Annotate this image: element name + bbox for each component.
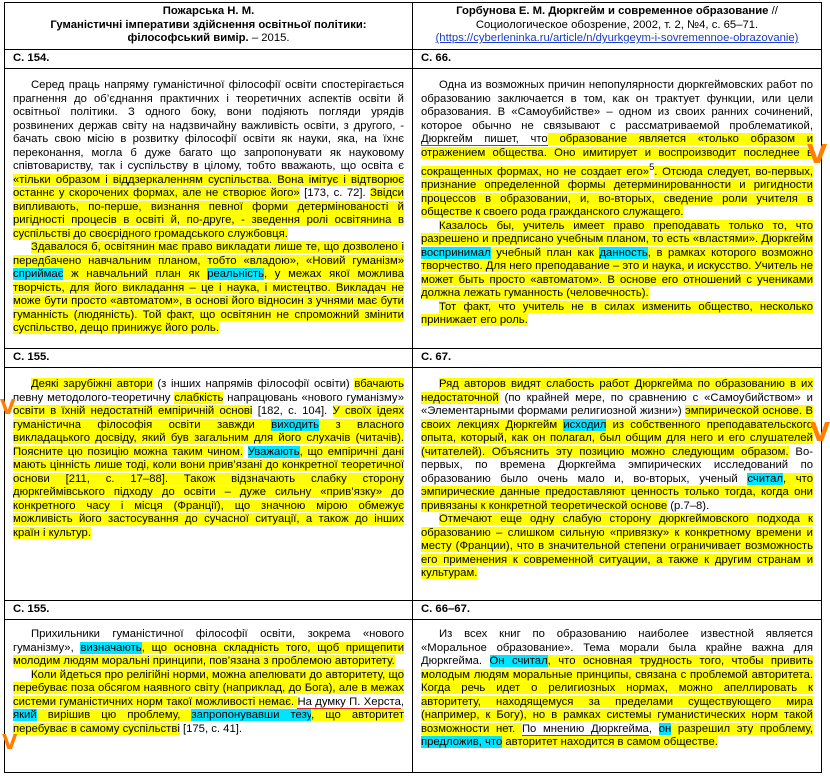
page-row-3 bbox=[5, 601, 822, 620]
highlight-yellow: Деякі зарубіжні bbox=[31, 378, 117, 390]
text-segment: Из всех книг по образованию наиболее известной является «Моральное образование». Тема морали была крайне важна для Дюркгейма. bbox=[421, 628, 813, 667]
left-author: Пожарська Н. М. bbox=[162, 5, 255, 17]
highlight-cyan: данность bbox=[599, 246, 648, 259]
text-row-2 bbox=[5, 368, 822, 601]
left-text-cell bbox=[5, 69, 413, 349]
text-segment: напрацювань «нового гуманізму» bbox=[223, 391, 404, 404]
highlight-yellow: образованию в их недостаточной bbox=[421, 378, 813, 404]
text-segment: , bbox=[400, 695, 404, 708]
highlight-cyan: визначають bbox=[80, 641, 142, 654]
text-segment: (р.7–8). bbox=[667, 499, 710, 512]
text-segment: (з інших напрямів філософії освіти) bbox=[152, 378, 355, 390]
highlight-yellow: слабкість bbox=[174, 391, 224, 404]
right-author: Горбунова Е. М. bbox=[456, 5, 546, 17]
highlight-yellow: Тот факт, что учитель не в силах изменить общество, несколько принижает его роль. bbox=[421, 300, 813, 327]
highlight-yellow: Ряд авторов видят слабость работ Дюркгейма по bbox=[439, 378, 716, 390]
highlight-yellow: освіти в їхній недостатній емпіричній основі bbox=[13, 405, 253, 417]
text-segment: [175, с. 41]. bbox=[179, 722, 242, 735]
text-segment: (по крайней мере, по сравнению с «Самоубийством» и «Элементарными формами религиозной жизни») bbox=[421, 391, 813, 417]
left-source-header bbox=[5, 3, 413, 50]
highlight-cyan: реальність bbox=[207, 268, 264, 280]
highlight-yellow: з власного викладацького досвіду, який був загальним для його слухачів (читачів). Поясните цю позицію можна таким чином. bbox=[13, 418, 404, 458]
left-page-ref: С. 155. bbox=[5, 601, 413, 620]
highlight-cyan: Он считал bbox=[489, 655, 548, 667]
highlight-yellow: , що емпіричні дані мають цінність лише тоді, коли вони прив’язані до конкретної теоретичної основи [211, с. 17–88]. Також відзначають слабку сторону дюркгеймівського підходу до освіти – дуже сильну «прив’язку» до конкретного часу і місця (Франції), що значною мірою обмежує можливість його застосування до сучасної ситуації, а також до інших країн і культур. bbox=[13, 445, 404, 539]
highlight-yellow: ж навчальний план як bbox=[63, 268, 208, 280]
check-mark-icon: V bbox=[810, 418, 830, 448]
highlight-yellow: , що основна складність того, щоб прищепити молодим людям моральні принципи, пов’язана з проблемою авторитету. bbox=[13, 641, 404, 667]
highlight-yellow: образование является «только образом и отражением общества. Оно имитирует и воспроизводит последнее в сокращенных формах, но не создает его» bbox=[421, 133, 813, 178]
highlight-cyan: он bbox=[658, 722, 672, 735]
highlight-cyan: воспринимал bbox=[421, 246, 491, 259]
text-segment: [173, с. 72]. bbox=[299, 187, 371, 199]
highlight-yellow: Казалось бы, учитель имеет право преподавать только то, что разрешено и предписано учебным планом, то есть «властями». Дюркгейм bbox=[421, 219, 813, 246]
right-page-ref: С. 66. bbox=[413, 50, 822, 69]
text-segment: , bbox=[648, 722, 659, 735]
header-row bbox=[5, 3, 822, 50]
highlight-yellow: , у межах якої можлива творчість, для його викладання – це і наука, і мистецтво. Викладач не може бути просто «автоматом», в основі його відносин з учнями має бути гуманність (людяність). Той факт, що освітянин не спроможний змінити суспільство, дещо принижує його роль. bbox=[13, 268, 404, 334]
highlight-yellow: , что эмпирические данные предоставляют ценность только тогда, когда они привязаны к конкретной теоретической основе bbox=[421, 472, 813, 512]
text-segment: Во-первых, по времена Дюркгейма эмпирических исследований по образованию было очень мало и, во-вторых, ученый bbox=[421, 445, 813, 485]
right-page-ref: С. 66–67. bbox=[413, 601, 822, 620]
highlight-yellow: , в рамках которого возможно творчество. Для него преподавание – это и наука, и искусство. Учитель не может быть просто «автоматом». В основе его отношений с учениками должна лежать гуманность (человечность). bbox=[421, 246, 814, 300]
highlight-yellow: разрешил эту проблему, bbox=[671, 722, 813, 735]
highlight-cyan: сприймає bbox=[13, 268, 64, 280]
highlight-cyan: предложив, что bbox=[421, 736, 503, 748]
right-text-cell bbox=[413, 368, 822, 601]
underline-red: Дюркгейм пишет, что bbox=[421, 133, 548, 145]
source-url-link[interactable]: (https://cyberleninka.ru/article/n/dyurkgeym-i-sovremennoe-obrazovanie) bbox=[435, 32, 799, 44]
highlight-yellow: У своїх ідеях гуманістична філософія освіти завжди bbox=[13, 405, 405, 431]
check-mark-icon: V bbox=[2, 730, 18, 754]
footnote-ref: 5 bbox=[649, 161, 655, 172]
highlight-yellow: «тільки образом і віддзеркаленням суспільства. Вона імітує і відтворює останнє у скорочених формах, але не створює його» bbox=[13, 173, 404, 199]
right-page-ref: С. 67. bbox=[413, 349, 822, 368]
check-mark-icon: V bbox=[807, 140, 828, 170]
right-title: Дюркгейм и современное образование bbox=[548, 5, 769, 17]
highlight-yellow: , що авторитет перебуває в самому суспільстві bbox=[13, 709, 404, 735]
left-text-cell bbox=[5, 368, 413, 601]
highlight-yellow: вирішив цю проблему, bbox=[36, 709, 192, 721]
highlight-yellow: Звідси випливають, по-перше, визнання певної форми детермінованості й ригідності процесів в освіті й, по-друге, - зведення ролі освітянина в суспільстві до своєрідного громадського службовця. bbox=[13, 187, 404, 240]
left-title: Гуманістичні імперативи здійснення освітньої політики: філософський вимір. bbox=[50, 18, 367, 44]
highlight-yellow: Здавалося б, освітянин має право викладати лише те, що дозволено і передбачено навчальним планом, тобто «владою», «Новий гуманізм» bbox=[13, 241, 404, 267]
highlight-yellow: эмпирической основе. В своих лекциях Дюркгейм bbox=[421, 405, 813, 431]
check-mark-icon: V bbox=[0, 395, 16, 419]
left-page-ref: С. 155. bbox=[5, 349, 413, 368]
comparison-table-page bbox=[4, 2, 821, 773]
highlight-yellow: Отмечают еще одну слабую сторону дюркгеймовского подхода к образованию – слишком сильную «привязку» к конкретному времени и месту (Франции), что в значительной степени ограничивает возможность его применения к современной ситуации, а также к другим странам и культурам. bbox=[421, 513, 813, 579]
highlight-yellow: Коли йдеться про релігійні норми, можна апелювати до авторитету, що перебуває поза обсягом наявного світу (наприклад, до Бога), але в межах системи гуманістичних норм такої можливості немає. bbox=[13, 668, 404, 708]
highlight-yellow: авторитет находится в самом обществе. bbox=[502, 736, 718, 748]
right-source: // Социологическое обозрение, 2002, т. 2, №4, с. 65–71. bbox=[475, 5, 778, 31]
underline-red: По мнению Дюркгейма bbox=[521, 722, 649, 735]
highlight-cyan: запропонувавши тезу bbox=[191, 709, 312, 721]
left-text-cell bbox=[5, 620, 413, 773]
left-year: – 2015. bbox=[248, 32, 290, 44]
page-row-1 bbox=[5, 50, 822, 69]
underline-red: На думку П. Херста bbox=[297, 695, 401, 708]
highlight-yellow: , что основная трудность того, чтобы привить молодым людям моральные принципы, связана с проблемой авторитета. Когда речь идет о религиозных нормах, можно апеллировать к авторитету, находящемуся за пределами существующего мира (например, к Богу), но в рамках системы гуманистических норм такой возможности нет. bbox=[421, 655, 813, 735]
highlight-cyan: считал bbox=[747, 472, 783, 485]
highlight-cyan: Уважають bbox=[247, 445, 300, 458]
right-text-cell bbox=[413, 620, 822, 773]
highlight-yellow: вбачають bbox=[354, 378, 404, 390]
highlight-yellow: . Отсюда следует, во-первых, признание определенной формы детерминированности и ригидности процессов в образовании, и, во-вторых, сведение роли учителя в обществе к своего рода гражданского служащего. bbox=[421, 165, 813, 219]
highlight-yellow: автори bbox=[116, 378, 153, 390]
text-segment: [182, с. 104]. bbox=[252, 405, 333, 417]
left-page-ref: С. 154. bbox=[5, 50, 413, 69]
highlight-yellow: из собственного преподавательского опыта, который, как он полагал, был общим для него и его слушателей (читателей). Объяснить эту позицию можно следующим образом. bbox=[421, 418, 813, 458]
text-segment: Серед праць напряму гуманістичної філософії освіти спостерігається прагнення до об’єднання практичних і теоретичних аспектів освіти й освітньої політики. З одного боку, вони подіяють погляди урядів розвинених держав світу на надзвичайну важливість освіти, з другого, - бачать свою місію в розвитку філософії освіти як науки, яка, на їхнє переконання, могла б дуже багато що запропонувати як науковому співтовариству, так і суспільству в цілому, тобто вважають, що освіта є bbox=[13, 79, 404, 172]
highlight-cyan: виходить bbox=[271, 418, 320, 431]
highlight-yellow: учебный план как bbox=[490, 246, 600, 259]
right-source-header bbox=[413, 3, 822, 50]
text-row-1 bbox=[5, 69, 822, 349]
comparison-table bbox=[4, 2, 822, 773]
highlight-cyan: исходил bbox=[563, 418, 607, 431]
right-text-cell bbox=[413, 69, 822, 349]
text-segment: Прихильники гуманістичної філософії освіти, зокрема «нового гуманізму», bbox=[13, 628, 404, 654]
text-segment: Одна из возможных причин непопулярности дюркгеймовских работ по образованию заключается в том, как он трактует функции, или цели образования. В «Самоубийстве» – одном из своих ранних сочинений, которое обычно не связывают с рассматриваемой проблематикой, bbox=[421, 79, 813, 132]
page-row-2 bbox=[5, 349, 822, 368]
highlight-cyan: який bbox=[13, 709, 37, 721]
text-segment: певну методолого-теоретичну bbox=[13, 391, 175, 404]
text-row-3 bbox=[5, 620, 822, 773]
